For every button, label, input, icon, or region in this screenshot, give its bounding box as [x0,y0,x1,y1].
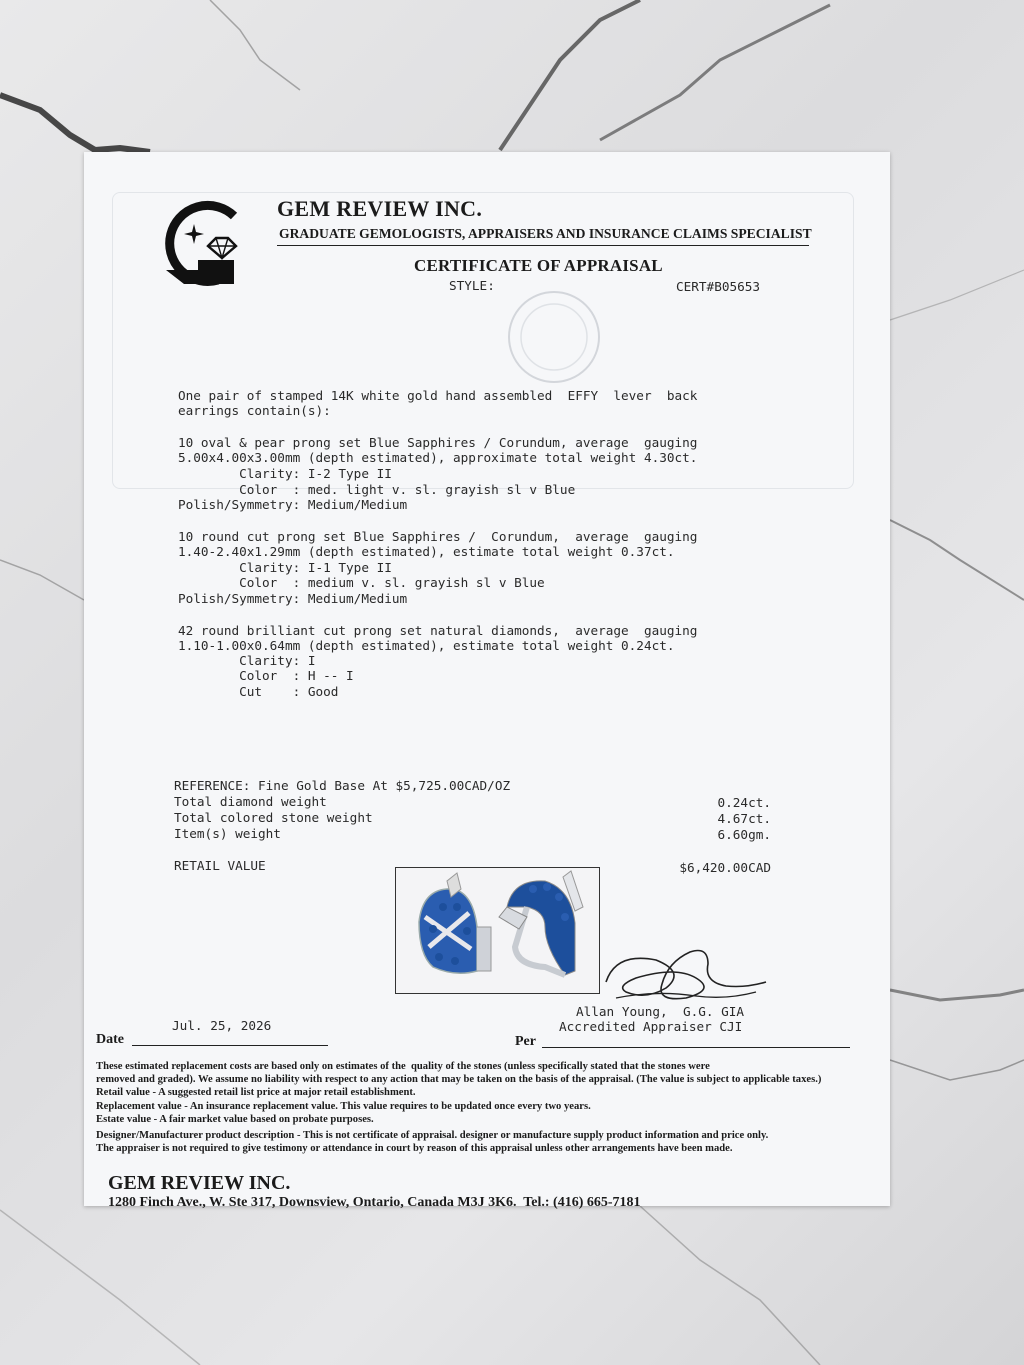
disclaimer-estate: Estate value - A fair market value based on probate purposes. [96,1114,374,1125]
summary-label-diamond: Total diamond weight [174,794,327,809]
stone1-clarity: Clarity: I-2 Type II [178,466,392,481]
summary-value-item-weight: 6.60gm. [717,827,771,842]
certificate-number: CERT#B05653 [676,279,761,294]
style-label: STYLE: [449,278,495,293]
summary-value-diamond: 0.24ct. [717,795,771,810]
disclaimer-testimony: The appraiser is not required to give testimony or attendance in court by reason of this appraisal unless other arrangements have been made. [96,1143,733,1154]
stone2-line-1: 10 round cut prong set Blue Sapphires / Corundum, average gauging [178,529,698,544]
stone1-polish: Polish/Symmetry: Medium/Medium [178,497,408,512]
stone1-line-1: 10 oval & pear prong set Blue Sapphires / Corundum, average gauging [178,435,698,450]
per-line [542,1047,850,1048]
retail-value-amount: $6,420.00CAD [679,860,771,875]
footer-company: GEM REVIEW INC. [108,1172,291,1194]
disclaimer-line-2: removed and graded). We assume no liability with respect to any action that may be taken on the basis of the appraisal. (The value is subject to applicable taxes.) [96,1074,822,1085]
stone2-color: Color : medium v. sl. grayish sl v Blue [178,575,545,590]
appraisal-date: Jul. 25, 2026 [172,1018,272,1033]
stone3-color: Color : H -- I [178,668,354,683]
per-label: Per [515,1034,536,1049]
stone3-line-1: 42 round brilliant cut prong set natural diamonds, average gauging [178,623,698,638]
earrings-photo [395,867,600,994]
footer-address-line [94,1156,641,1227]
disclaimer-retail: Retail value - A suggested retail list price at major retail establishment. [96,1087,416,1098]
summary-label-colored: Total colored stone weight [174,810,373,825]
gold-reference: REFERENCE: Fine Gold Base At $5,725.00CAD/OZ [174,778,511,793]
stone3-cut: Cut : Good [178,684,339,699]
summary-value-colored: 4.67ct. [717,811,771,826]
appraisal-certificate [84,152,890,1210]
stone3-line-2: 1.10-1.00x0.64mm (depth estimated), estimate total weight 0.24ct. [178,638,675,653]
item-intro-line-2: earrings contain(s): [178,403,331,418]
appraiser-signature [596,942,776,1012]
tagline-underline [277,245,809,246]
date-line [132,1045,328,1046]
disclaimer-line-1: These estimated replacement costs are based only on estimates of the quality of the stones (unless specifically stated that the stones were [96,1061,710,1072]
footer-address: 1280 Finch Ave., W. Ste 317, Downsview, Ontario, Canada M3J 3K6. Tel.: (416) 665-7181 [108,1195,641,1210]
date-label: Date [96,1032,124,1047]
stone1-line-2: 5.00x4.00x3.00mm (depth estimated), approximate total weight 4.30ct. [178,450,698,465]
disclaimer-replacement: Replacement value - An insurance replacement value. This value requires to be updated once every two years. [96,1101,591,1112]
stone3-clarity: Clarity: I [178,653,316,668]
document-title: CERTIFICATE OF APPRAISAL [414,256,663,275]
retail-value-label: RETAIL VALUE [174,858,266,873]
appraiser-name: Allan Young, G.G. GIA [576,1004,745,1019]
disclaimer-designer: Designer/Manufacturer product description - This is not certificate of appraisal. designer or manufacture supply product information and price only. [96,1130,769,1141]
item-intro-line-1: One pair of stamped 14K white gold hand assembled EFFY lever back [178,388,698,403]
company-name: GEM REVIEW INC. [277,196,483,221]
stone1-color: Color : med. light v. sl. grayish sl v Blue [178,482,576,497]
company-tagline: GRADUATE GEMOLOGISTS, APPRAISERS AND INSURANCE CLAIMS SPECIALIST [279,226,812,241]
stone2-clarity: Clarity: I-1 Type II [178,560,392,575]
stone2-polish: Polish/Symmetry: Medium/Medium [178,591,408,606]
summary-label-item-weight: Item(s) weight [174,826,281,841]
company-logo [156,198,246,288]
appraiser-title: Accredited Appraiser CJI [559,1019,743,1034]
stone2-line-2: 1.40-2.40x1.29mm (depth estimated), estimate total weight 0.37ct. [178,544,675,559]
